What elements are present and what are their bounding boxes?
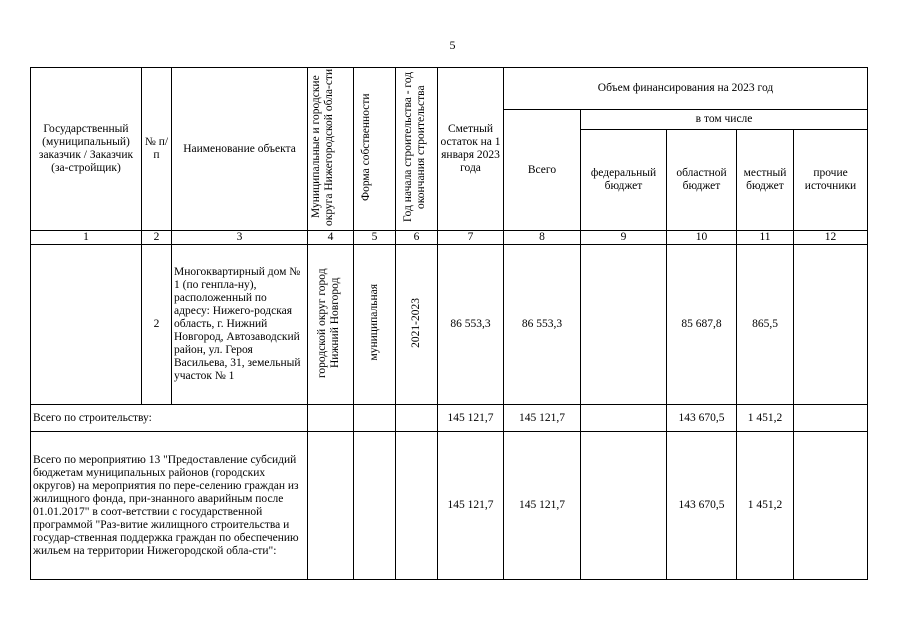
object-federal [581,245,667,405]
object-total: 86 553,3 [504,245,581,405]
col-number: 8 [504,231,581,245]
header-other: прочие источники [794,130,868,231]
header-financing: Объем финансирования на 2023 год [504,68,868,110]
object-customer [31,245,142,405]
object-num: 2 [142,245,172,405]
object-years: 2021-2023 [410,297,422,348]
header-federal: федеральный бюджет [581,130,667,231]
table-row [31,432,868,580]
page-number: 5 [449,38,456,52]
header-total: Всего [504,110,581,231]
col-number: 11 [737,231,794,245]
header-municipality-cell [308,68,354,231]
header-regional: областной бюджет [667,130,737,231]
col-number: 3 [172,231,308,245]
total-measure-balance: 145 121,7 [438,432,504,580]
header-ownership: Форма собственности [359,93,372,201]
header-customer: Государственный (муниципальный) заказчик / Заказчик (за-стройщик) [31,68,142,231]
header-name: Наименование объекта [172,68,308,231]
total-measure-total: 145 121,7 [504,432,581,580]
col-number: 2 [142,231,172,245]
header-local: местный бюджет [737,130,794,231]
object-local: 865,5 [737,245,794,405]
total-construction-local: 1 451,2 [737,405,794,432]
header-balance: Сметный остаток на 1 января 2023 года [438,68,504,231]
object-ownership: муниципальная [368,284,380,361]
col-number: 10 [667,231,737,245]
object-years-cell [396,245,438,405]
col-number: 6 [396,231,438,245]
col-number: 1 [31,231,142,245]
header-ownership-cell [354,68,396,231]
total-measure-local: 1 451,2 [737,432,794,580]
col-number: 12 [794,231,868,245]
object-balance: 86 553,3 [438,245,504,405]
total-measure-label: Всего по мероприятию 13 "Предоставление субсидий бюджетам муниципальных районов (городских округов) на мероприятия по пере-селению граждан из жилищного фонда, при-знанного аварийным после 01.01.2017" в соот-ветствии с государственной программой "Раз-витие жилищного строительства и государ-ственная поддержка граждан по обеспечению жильем на территории Нижегородской обла-сти": [31,432,308,580]
object-other [794,245,868,405]
financing-table [30,67,868,580]
object-name: Многоквартирный дом № 1 (по генпла-ну), расположенный по адресу: Нижего-родская область, г. Нижний Новгород, Автозаводский район, ул. Героя Васильева, 31, земельный участок № 1 [172,245,308,405]
table-row [31,405,868,432]
header-num: № п/п [142,68,172,231]
col-number: 9 [581,231,667,245]
total-measure-regional: 143 670,5 [667,432,737,580]
object-regional: 85 687,8 [667,245,737,405]
object-municipality-cell [308,245,354,405]
header-municipality: Муниципальные и городские округа Нижегородской обла-сти [310,68,335,226]
header-years: Год начала строительства - год окончания строительства [401,71,427,223]
total-construction-label: Всего по строительству: [31,405,308,432]
object-municipality: городской округ город Нижний Новгород [315,267,341,378]
object-ownership-cell [354,245,396,405]
col-number: 4 [308,231,354,245]
table-row [31,245,868,405]
col-number: 7 [438,231,504,245]
total-construction-balance: 145 121,7 [438,405,504,432]
total-construction-total: 145 121,7 [504,405,581,432]
total-construction-regional: 143 670,5 [667,405,737,432]
col-number: 5 [354,231,396,245]
header-including: в том числе [581,110,868,130]
header-years-cell [396,68,438,231]
